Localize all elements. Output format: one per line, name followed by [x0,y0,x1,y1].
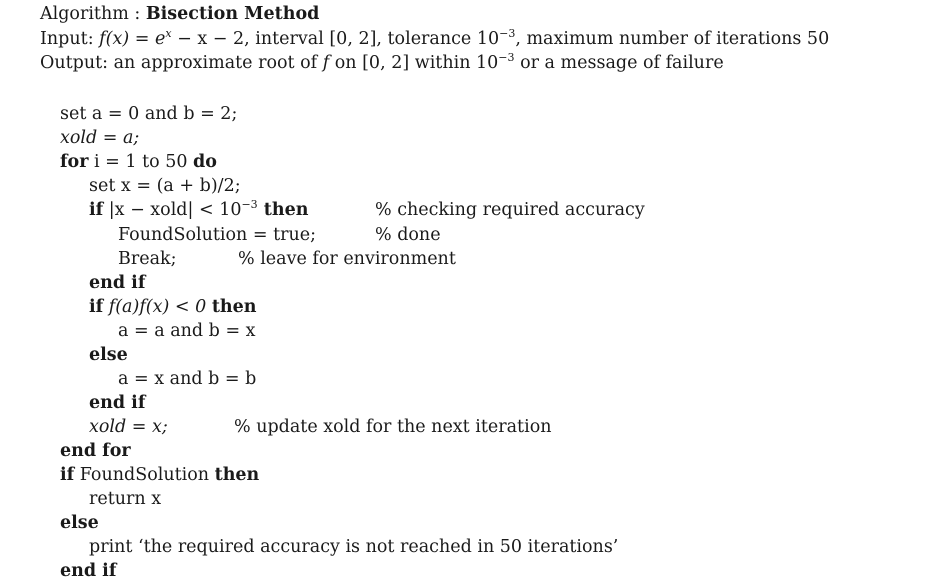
code-line-11: else [89,345,128,365]
keyword-then-3: then [214,465,260,485]
code-line-4: set x = (a + b)/2; [89,176,241,196]
code-line-9 [89,295,256,319]
sign-condition: f(a)f(x) < 0 [103,297,212,317]
code-line-16 [60,463,259,487]
keyword-if: if [89,200,104,220]
code-line-19: print ‘the required accuracy is not reached in 50 iterations’ [89,537,619,557]
code-line-18: else [60,513,99,533]
input-function-exponent: x [165,27,172,40]
algorithm-name: Bisection Method [145,4,320,24]
if-condition: |x − xold| < 10 [103,200,242,220]
code-line-3 [60,150,217,174]
input-line [40,27,829,51]
keyword-then: then [257,200,309,220]
output-line [40,51,724,75]
comment-accuracy: % checking required accuracy [375,200,645,220]
code-line-2: xold = a; [60,128,140,148]
code-line-17: return x [89,489,162,509]
comment-update: % update xold for the next iteration [234,417,552,437]
output-label: Output: [40,53,114,73]
input-function: f(x) = e [99,29,166,49]
comment-leave: % leave for environment [238,249,456,269]
for-range: i = 1 to 50 [88,152,194,172]
output-f: f [322,53,330,73]
code-line-20: end if [60,561,117,581]
input-function-rest: − x − 2 [171,29,245,49]
code-line-14: xold = x; [89,417,168,437]
comment-done: % done [375,225,441,245]
keyword-do: do [193,152,217,172]
code-line-15: end for [60,441,131,461]
tolerance-exponent: −3 [241,198,258,211]
code-line-8: end if [89,273,146,293]
keyword-if-3: if [60,465,75,485]
algorithm-label: Algorithm : [40,4,146,24]
output-text-2: on [0, 2] within 10 [329,53,499,73]
code-line-10: a = a and b = x [118,321,256,341]
input-tolerance-exponent: −3 [499,27,516,40]
found-condition: FoundSolution [74,465,215,485]
output-text-1: an approximate root of [113,53,323,73]
code-line-13: end if [89,393,146,413]
code-line-12: a = x and b = b [118,369,257,389]
input-label: Input: [40,29,100,49]
input-max-iterations: , maximum number of iterations 50 [515,29,830,49]
code-line-1: set a = 0 and b = 2; [60,104,238,124]
algorithm-title [40,2,319,26]
output-text-3: or a message of failure [514,53,724,73]
input-interval: , interval [0, 2], tolerance 10 [244,29,500,49]
code-line-6: FoundSolution = true; [118,225,317,245]
output-tolerance-exponent: −3 [498,51,515,64]
keyword-if-2: if [89,297,104,317]
keyword-for: for [60,152,89,172]
keyword-then-2: then [211,297,257,317]
code-line-7: Break; [118,249,177,269]
code-line-5 [89,198,308,222]
